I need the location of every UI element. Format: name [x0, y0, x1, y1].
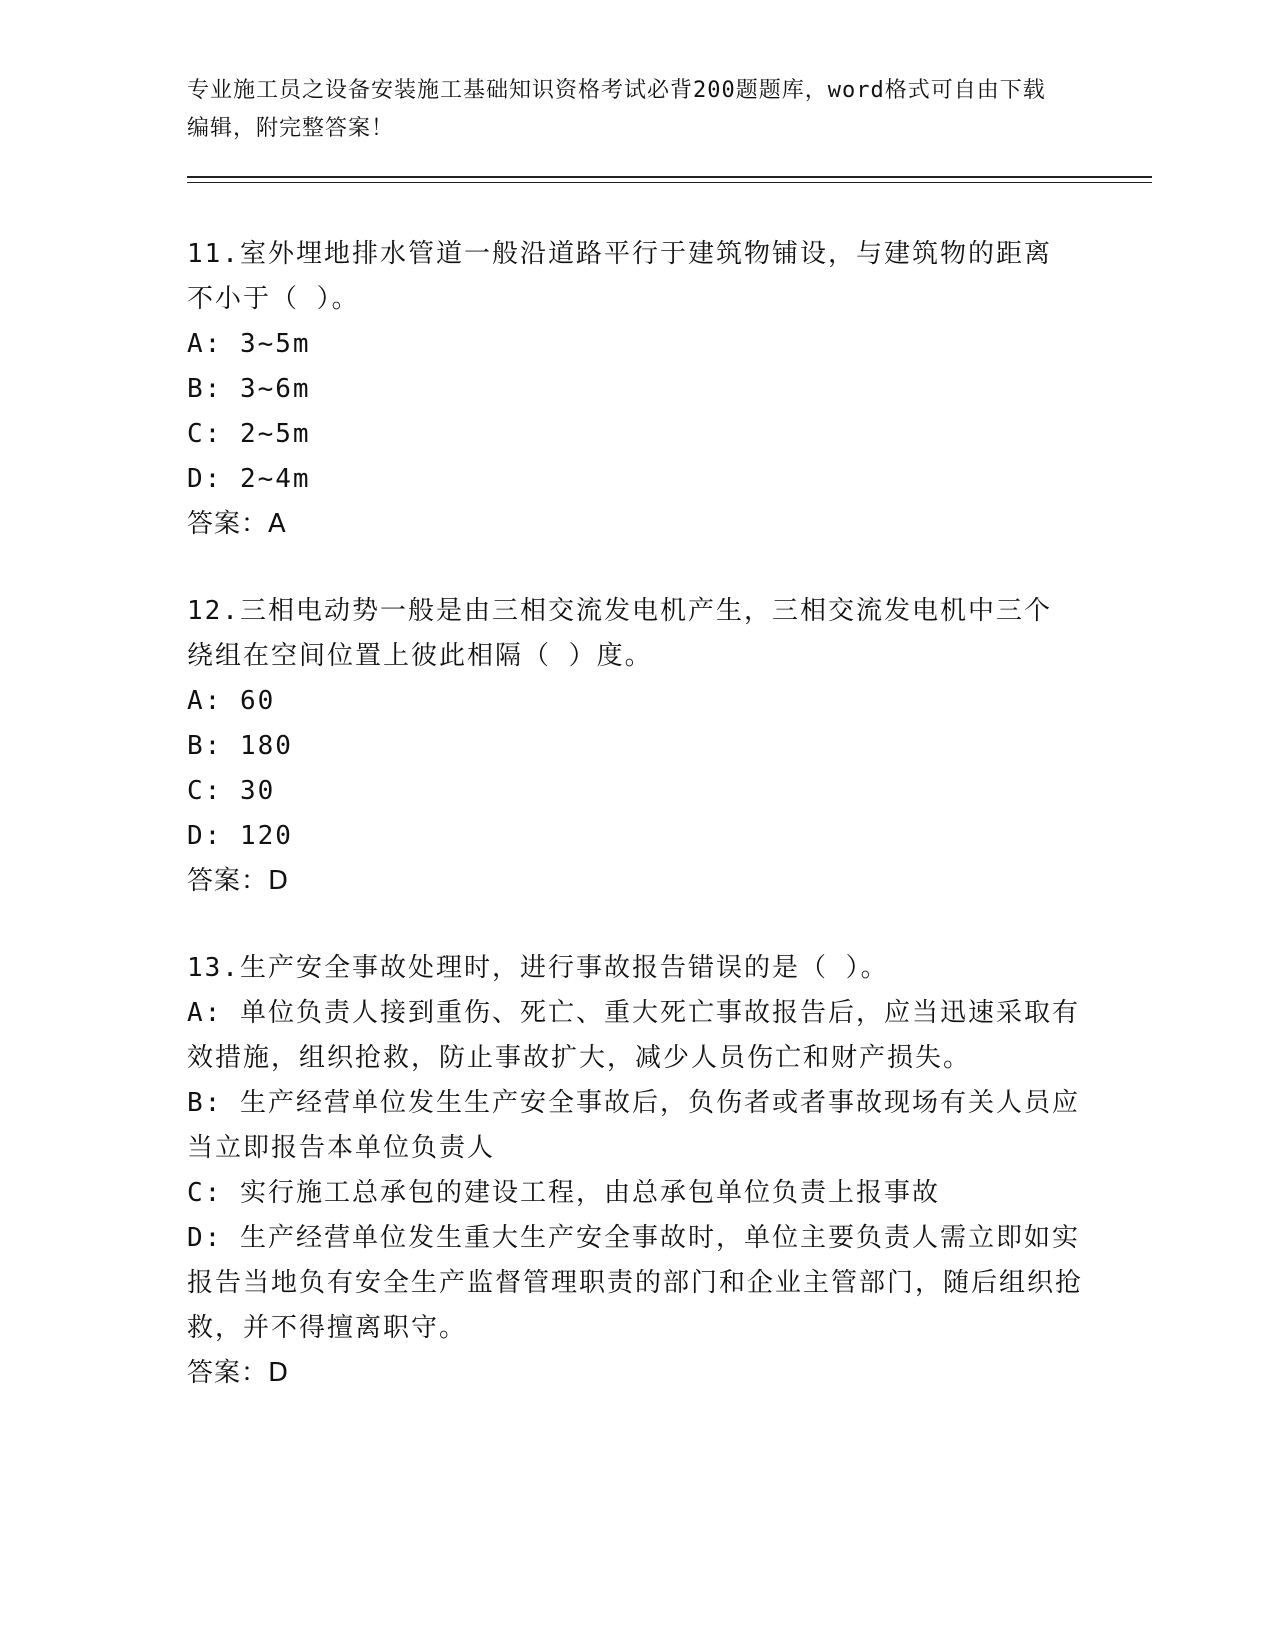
answer-line — [187, 1351, 1087, 1396]
document-header: 专业施工员之设备安装施工基础知识资格考试必背200题题库，word格式可自由下载编辑，附完整答案！ — [187, 78, 1046, 141]
option-c: C: 实行施工总承包的建设工程，由总承包单位负责上报事故 — [187, 1178, 940, 1208]
question-11 — [187, 232, 1087, 547]
option-c: C: 30 — [187, 776, 276, 806]
question-list — [187, 232, 1087, 1438]
answer-value: A — [268, 509, 287, 539]
option-a: A: 单位负责人接到重伤、死亡、重大死亡事故报告后，应当迅速采取有效措施，组织抢救，防止事故扩大，减少人员伤亡和财产损失。 — [187, 998, 1080, 1073]
option-b: B: 3~6m — [187, 374, 311, 404]
option-d: D: 生产经营单位发生重大生产安全事故时，单位主要负责人需立即如实报告当地负有安全生产监督管理职责的部门和企业主管部门，随后组织抢救，并不得擅离职守。 — [187, 1223, 1084, 1343]
answer-value: D — [268, 1358, 290, 1388]
option-b: B: 180 — [187, 731, 293, 761]
option-b: B: 生产经营单位发生生产安全事故后，负伤者或者事故现场有关人员应当立即报告本单位负责人 — [187, 1088, 1080, 1163]
header-rule-thick — [187, 176, 1152, 178]
answer-line — [187, 502, 1087, 547]
option-a: A: 60 — [187, 686, 276, 716]
answer-label: 答案： — [187, 509, 269, 539]
answer-label: 答案： — [187, 866, 269, 896]
question-text: 13.生产安全事故处理时，进行事故报告错误的是（ ）。 — [187, 953, 889, 983]
answer-line — [187, 859, 1087, 904]
question-text: 11.室外埋地排水管道一般沿道路平行于建筑物铺设，与建筑物的距离不小于（ ）。 — [187, 239, 1052, 314]
answer-label: 答案： — [187, 1358, 269, 1388]
answer-value: D — [268, 866, 290, 896]
question-13 — [187, 946, 1087, 1396]
question-12 — [187, 589, 1087, 904]
header-rule-thin — [187, 182, 1152, 183]
option-d: D: 120 — [187, 821, 293, 851]
option-d: D: 2~4m — [187, 464, 311, 494]
option-a: A: 3~5m — [187, 329, 311, 359]
option-c: C: 2~5m — [187, 419, 311, 449]
question-text: 12.三相电动势一般是由三相交流发电机产生，三相交流发电机中三个绕组在空间位置上彼此相隔（ ）度。 — [187, 596, 1052, 671]
